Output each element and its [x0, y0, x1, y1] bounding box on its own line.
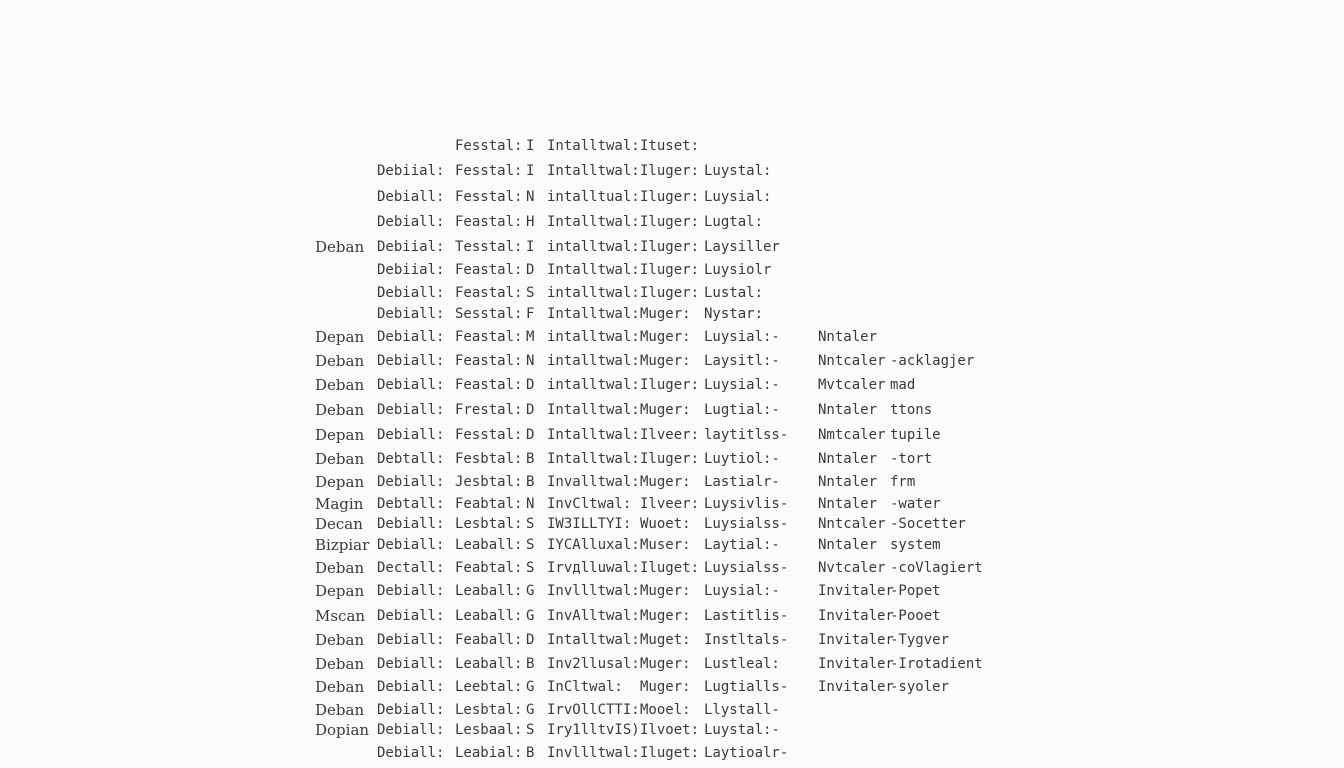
label-col-7: Lastialr- [704, 474, 780, 490]
text-row [0, 514, 1344, 534]
label-col-1: Deban [315, 352, 365, 370]
label-col-2: Debiall: [377, 679, 445, 695]
text-row [0, 283, 1344, 303]
label-col-6: Muger: [640, 353, 691, 369]
label-col-9: -Tygver [890, 632, 950, 648]
text-row [0, 237, 1344, 257]
label-col-5: Intalltwal: [547, 138, 640, 154]
label-col-3: Feastal: [455, 353, 523, 369]
label-col-9: -Irotadient [890, 656, 983, 672]
letter-col: G [526, 608, 535, 624]
label-col-2: Debiall: [377, 402, 445, 418]
label-col-6: Ilveer: [640, 427, 700, 443]
letter-col: I [526, 239, 535, 255]
text-row [0, 743, 1344, 763]
text-row [0, 327, 1344, 347]
label-col-2: Dectall: [377, 560, 445, 576]
label-col-2: Debiall: [377, 474, 445, 490]
label-col-2: Debiial: [377, 262, 445, 278]
text-row [0, 187, 1344, 207]
label-col-2: Debiall: [377, 189, 445, 205]
label-col-5: Irvдlluwal: [547, 560, 640, 576]
label-col-9: -syoler [890, 679, 950, 695]
label-col-6: Iluger: [640, 214, 700, 230]
letter-col: I [526, 138, 535, 154]
letter-col: M [526, 329, 535, 345]
label-col-6: Iluger: [640, 189, 700, 205]
label-col-8: Nntaler [818, 537, 878, 553]
label-col-3: Feabtal: [455, 560, 523, 576]
label-col-6: Iluger: [640, 262, 700, 278]
label-col-8: Invitaler [818, 632, 894, 648]
label-col-7: Nystar: [704, 306, 764, 322]
label-col-3: Lesbtal: [455, 702, 523, 718]
label-col-9: ttons [890, 402, 933, 418]
label-col-3: Fesstal: [455, 189, 523, 205]
label-col-6: Muger: [640, 608, 691, 624]
label-col-2: Debiall: [377, 285, 445, 301]
label-col-1: Deban [315, 559, 365, 577]
label-col-1: Deban [315, 631, 365, 649]
label-col-3: Fesbtal: [455, 451, 523, 467]
label-col-5: intalltwal: [547, 239, 640, 255]
label-col-2: Debiial: [377, 239, 445, 255]
label-col-6: Muser: [640, 537, 691, 553]
label-col-9: -acklagjer [890, 353, 975, 369]
label-col-6: Ilveer: [640, 496, 700, 512]
letter-col: N [526, 189, 535, 205]
label-col-6: Iluger: [640, 285, 700, 301]
label-col-3: Frestal: [455, 402, 523, 418]
text-row [0, 212, 1344, 232]
label-col-3: Fesstal: [455, 163, 523, 179]
label-col-3: Leaball: [455, 537, 523, 553]
text-row [0, 654, 1344, 674]
label-col-6: Iluger: [640, 377, 700, 393]
label-col-6: Muger: [640, 306, 691, 322]
label-col-7: Lustal: [704, 285, 764, 301]
letter-col: G [526, 583, 535, 599]
label-col-9: frm [890, 474, 916, 490]
label-col-5: Iry1lltvIS) [547, 722, 640, 738]
text-row [0, 449, 1344, 469]
label-col-7: Laysiller [704, 239, 780, 255]
label-col-8: Nntcaler [818, 516, 886, 532]
label-col-6: Iluger: [640, 163, 700, 179]
label-col-9: -Pooet [890, 608, 941, 624]
label-col-3: Fesstal: [455, 427, 523, 443]
label-col-7: Instltals- [704, 632, 789, 648]
text-row [0, 400, 1344, 420]
label-col-5: InvAlltwal: [547, 608, 640, 624]
label-col-6: Mooel: [640, 702, 691, 718]
text-row [0, 581, 1344, 601]
text-row [0, 375, 1344, 395]
text-row [0, 136, 1344, 156]
label-col-6: Iluger: [640, 239, 700, 255]
label-col-5: IYCAlluxal: [547, 537, 640, 553]
label-col-7: Lugtal: [704, 214, 764, 230]
label-col-3: Leaball: [455, 583, 523, 599]
label-col-7: Lastitlis- [704, 608, 789, 624]
label-col-5: intalltual: [547, 189, 640, 205]
label-col-1: Depan [315, 582, 365, 600]
label-col-5: IW3ILLTYI: [547, 516, 632, 532]
label-col-5: Intalltwal: [547, 632, 640, 648]
label-col-3: Feastal: [455, 285, 523, 301]
label-col-5: InCltwal: [547, 679, 623, 695]
label-col-3: Fesstal: [455, 138, 523, 154]
label-col-1: Deban [315, 401, 365, 419]
label-col-8: Invitaler [818, 656, 894, 672]
label-col-8: Invitaler [818, 608, 894, 624]
label-col-5: Intalltwal: [547, 262, 640, 278]
label-col-3: Lesbtal: [455, 516, 523, 532]
letter-col: G [526, 702, 535, 718]
letter-col: N [526, 353, 535, 369]
label-col-2: Debiall: [377, 656, 445, 672]
letter-col: D [526, 262, 535, 278]
label-col-3: Leabial: [455, 745, 523, 761]
label-col-7: Luysialss- [704, 560, 789, 576]
label-col-2: Debtall: [377, 496, 445, 512]
label-col-2: Debiall: [377, 329, 445, 345]
label-col-7: Lugtial:- [704, 402, 780, 418]
label-col-3: Feastal: [455, 214, 523, 230]
label-col-3: Sesstal: [455, 306, 523, 322]
label-col-6: Muget: [640, 632, 691, 648]
label-col-3: Leaball: [455, 608, 523, 624]
text-row [0, 425, 1344, 445]
label-col-8: Mvtcaler [818, 377, 886, 393]
label-col-1: Magin [315, 495, 364, 513]
label-col-5: InvCltwal: [547, 496, 632, 512]
label-col-7: Luysivlis- [704, 496, 789, 512]
letter-col: S [526, 537, 535, 553]
label-col-7: laytitlss- [704, 427, 789, 443]
label-col-3: Tesstal: [455, 239, 523, 255]
label-col-5: IrvOllCTTI: [547, 702, 640, 718]
label-col-6: Muger: [640, 474, 691, 490]
label-col-2: Debiall: [377, 377, 445, 393]
label-col-2: Debtall: [377, 451, 445, 467]
label-col-1: Depan [315, 328, 365, 346]
label-col-1: Depan [315, 426, 365, 444]
label-col-3: Feaball: [455, 632, 523, 648]
label-col-3: Jesbtal: [455, 474, 523, 490]
label-col-5: Intalltwal: [547, 306, 640, 322]
label-col-2: Debiall: [377, 353, 445, 369]
label-col-5: Invllltwal: [547, 745, 640, 761]
label-col-2: Debiall: [377, 537, 445, 553]
label-col-8: Nntaler [818, 474, 878, 490]
letter-col: S [526, 285, 535, 301]
label-col-2: Debiall: [377, 745, 445, 761]
label-col-7: Luysial:- [704, 377, 780, 393]
label-col-1: Mscan [315, 607, 366, 625]
label-col-6: Iluget: [640, 560, 700, 576]
label-col-5: intalltwal: [547, 377, 640, 393]
label-col-7: Luysialss- [704, 516, 789, 532]
label-col-6: Muger: [640, 402, 691, 418]
label-col-5: Intalltwal: [547, 402, 640, 418]
label-col-9: system [890, 537, 941, 553]
letter-col: N [526, 496, 535, 512]
label-col-1: Decan [315, 515, 363, 533]
label-col-6: Wuoet: [640, 516, 691, 532]
label-col-8: Nntaler [818, 451, 878, 467]
label-col-1: Deban [315, 701, 365, 719]
label-col-6: Iluget: [640, 745, 700, 761]
label-col-9: -coVlagiert [890, 560, 983, 576]
label-col-8: Nntaler [818, 402, 878, 418]
label-col-7: Laytial:- [704, 537, 780, 553]
letter-col: S [526, 722, 535, 738]
letter-col: D [526, 377, 535, 393]
text-row [0, 677, 1344, 697]
label-col-8: Invitaler [818, 583, 894, 599]
text-row [0, 161, 1344, 181]
label-col-6: Muger: [640, 679, 691, 695]
label-col-3: Leebtal: [455, 679, 523, 695]
label-col-7: Lugtialls- [704, 679, 789, 695]
letter-col: B [526, 745, 535, 761]
text-row [0, 630, 1344, 650]
text-row [0, 494, 1344, 514]
label-col-2: Debiall: [377, 702, 445, 718]
label-col-9: tupile [890, 427, 941, 443]
text-row [0, 720, 1344, 740]
label-col-2: Debiall: [377, 214, 445, 230]
label-col-5: Invalltwal: [547, 474, 640, 490]
label-col-1: Dopian [315, 721, 370, 739]
text-row [0, 472, 1344, 492]
label-col-3: Feabtal: [455, 496, 523, 512]
label-col-1: Deban [315, 450, 365, 468]
label-col-6: Ilvoet: [640, 722, 700, 738]
text-row [0, 606, 1344, 626]
label-col-2: Debiall: [377, 516, 445, 532]
label-col-7: Luystal: [704, 163, 772, 179]
text-row [0, 535, 1344, 555]
text-row [0, 558, 1344, 578]
label-col-6: Iluger: [640, 451, 700, 467]
letter-col: D [526, 427, 535, 443]
label-col-7: Lustleal: [704, 656, 780, 672]
text-row [0, 304, 1344, 324]
label-col-8: Nmtcaler [818, 427, 886, 443]
label-col-9: -tort [890, 451, 933, 467]
label-col-5: Intalltwal: [547, 163, 640, 179]
label-col-7: Luysial: [704, 189, 772, 205]
letter-col: D [526, 632, 535, 648]
letter-col: G [526, 679, 535, 695]
label-col-3: Feastal: [455, 262, 523, 278]
letter-col: F [526, 306, 535, 322]
label-col-6: Muger: [640, 329, 691, 345]
label-col-8: Nntcaler [818, 353, 886, 369]
text-row [0, 260, 1344, 280]
label-col-1: Deban [315, 655, 365, 673]
label-col-7: Luysial:- [704, 583, 780, 599]
label-col-9: -water [890, 496, 941, 512]
label-col-5: Intalltwal: [547, 451, 640, 467]
label-col-7: Luysial:- [704, 329, 780, 345]
label-col-6: Muger: [640, 583, 691, 599]
letter-col: B [526, 451, 535, 467]
label-col-9: mad [890, 377, 916, 393]
letter-col: D [526, 402, 535, 418]
label-col-7: Luystal:- [704, 722, 780, 738]
label-col-7: Laysitl:- [704, 353, 780, 369]
label-col-7: Luytiol:- [704, 451, 780, 467]
label-col-8: Nntaler [818, 329, 878, 345]
label-col-2: Debiial: [377, 163, 445, 179]
label-col-3: Lesbaal: [455, 722, 523, 738]
label-col-8: Invitaler [818, 679, 894, 695]
label-col-1: Bizpiar [315, 536, 370, 554]
label-col-1: Deban [315, 376, 365, 394]
label-col-6: Muger: [640, 656, 691, 672]
label-col-2: Debiall: [377, 632, 445, 648]
label-col-7: Laytioalr- [704, 745, 789, 761]
letter-col: H [526, 214, 535, 230]
label-col-3: Leaball: [455, 656, 523, 672]
letter-col: S [526, 516, 535, 532]
label-col-7: Llystall- [704, 702, 780, 718]
label-col-9: -Popet [890, 583, 941, 599]
label-col-1: Deban [315, 678, 365, 696]
letter-col: I [526, 163, 535, 179]
text-row [0, 351, 1344, 371]
label-col-2: Debiall: [377, 306, 445, 322]
label-col-6: Ituset: [640, 138, 700, 154]
label-col-5: intalltwal: [547, 329, 640, 345]
text-row [0, 700, 1344, 720]
label-col-1: Depan [315, 473, 365, 491]
label-col-5: Inv2llusal: [547, 656, 640, 672]
label-col-2: Debiall: [377, 427, 445, 443]
label-col-7: Luysiolr [704, 262, 772, 278]
label-col-8: Nvtcaler [818, 560, 886, 576]
label-col-1: Deban [315, 238, 365, 256]
label-col-2: Debiall: [377, 722, 445, 738]
label-col-8: Nntaler [818, 496, 878, 512]
label-col-5: intalltwal: [547, 285, 640, 301]
label-col-5: Invllltwal: [547, 583, 640, 599]
label-col-2: Debiall: [377, 608, 445, 624]
label-col-5: intalltwal: [547, 353, 640, 369]
letter-col: S [526, 560, 535, 576]
label-col-3: Feastal: [455, 377, 523, 393]
letter-col: B [526, 656, 535, 672]
letter-col: B [526, 474, 535, 490]
label-col-3: Feastal: [455, 329, 523, 345]
label-col-5: Intalltwal: [547, 214, 640, 230]
label-col-5: Intalltwal: [547, 427, 640, 443]
label-col-2: Debiall: [377, 583, 445, 599]
label-col-9: -Socetter [890, 516, 966, 532]
